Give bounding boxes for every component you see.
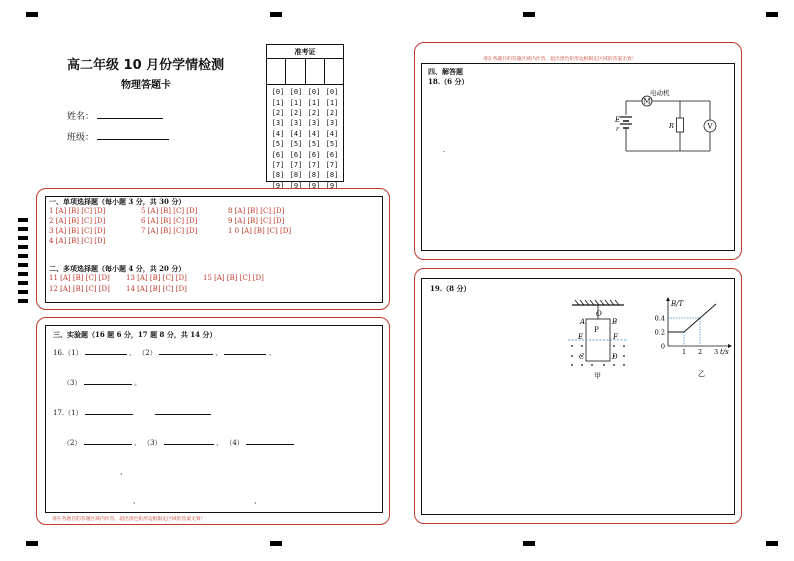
section1-item[interactable] [49, 237, 105, 245]
class-input-line[interactable] [97, 131, 169, 140]
ticket-bubble[interactable]: [2] [271, 108, 285, 117]
chart-y-label: B/T [671, 300, 684, 308]
ticket-bubble[interactable]: [9] [325, 181, 339, 190]
section2-item[interactable] [126, 285, 187, 293]
ticket-bubble[interactable]: [4] [307, 129, 321, 138]
q16-p3-label: （3） [63, 379, 82, 387]
ticket-bubble[interactable]: [3] [271, 119, 285, 128]
q17-blank-2[interactable] [155, 406, 211, 415]
option-bubbles[interactable]: [A] [B] [C] [D] [145, 217, 198, 225]
option-bubbles[interactable]: [A] [B] [C] [D] [53, 217, 106, 225]
ticket-bubble[interactable]: [0] [307, 88, 321, 97]
q16-p2-label: （2） [138, 349, 157, 357]
section1-item[interactable] [228, 207, 284, 215]
ticket-bubble[interactable]: [9] [271, 181, 285, 190]
q17-p4-label: （4） [225, 439, 244, 447]
ticket-bubble[interactable]: [9] [289, 181, 303, 190]
question-number: 14 [126, 285, 135, 293]
motor-symbol: M [643, 97, 651, 106]
resistor-label: R [669, 122, 674, 130]
option-bubbles[interactable]: [A] [B] [C] [D] [53, 207, 106, 215]
name-field[interactable] [67, 109, 163, 122]
question-number: 2 [49, 217, 54, 225]
ticket-bubble[interactable]: [8] [271, 171, 285, 180]
q19-figure-b-chart [648, 296, 738, 382]
label-A: A [580, 318, 586, 326]
ticket-bubble[interactable]: [0] [325, 88, 339, 97]
q19-label: 19.（8 分） [430, 284, 471, 293]
question-number: 11 [49, 274, 58, 282]
ticket-bubble[interactable]: [5] [271, 140, 285, 149]
section4-title: 四、解答题 [428, 67, 463, 76]
section3-title: 三、实验题（16 题 6 分，17 题 8 分，共 14 分） [53, 330, 217, 339]
page-title: 高二年级 10 月份学情检测 [67, 58, 225, 73]
ticket-bubble[interactable]: [7] [271, 160, 285, 169]
q18-dot: . [443, 146, 446, 154]
chart-x-tick-label: 3 [714, 348, 719, 356]
label-E: E [578, 333, 584, 341]
chart-series-line [668, 304, 716, 332]
question-number: 12 [49, 285, 58, 293]
chart-y-tick-label: 0.4 [654, 314, 665, 323]
q17-p3-label: （3） [143, 439, 162, 447]
section2-item[interactable] [49, 274, 110, 282]
ticket-bubble[interactable]: [4] [325, 129, 339, 138]
section2-title: 二、多项选择题（每小题 4 分，共 20 分） [49, 264, 186, 273]
q16-period: 。 [133, 379, 141, 387]
question-number: 9 [228, 217, 233, 225]
warning-right: 请在各题目的答题区域内作答，超出黑色矩形边框限定区域的答案无效！ [483, 57, 637, 62]
ticket-bubble[interactable]: [7] [307, 160, 321, 169]
chart-y-tick-label: 0.2 [654, 328, 665, 337]
q17-p2-label: （2） [63, 439, 82, 447]
label-F: F [613, 333, 618, 341]
chart-x-tick-label: 2 [698, 348, 703, 356]
corner-mark-top-right [766, 12, 778, 17]
q16-comma-2: 、 [215, 349, 223, 357]
ticket-bubble[interactable]: [6] [325, 150, 339, 159]
ticket-bubble[interactable]: [1] [271, 98, 285, 107]
section1-item[interactable] [141, 217, 197, 225]
q17-mark-2: 、 [133, 497, 140, 505]
class-field[interactable] [67, 130, 169, 143]
chart-x-tick-label: 1 [682, 348, 687, 356]
q17-blank-5[interactable] [246, 436, 294, 445]
q16-comma-3: 、 [268, 349, 276, 357]
ticket-bubble[interactable]: [6] [289, 150, 303, 159]
question-number: 8 [228, 207, 233, 215]
circuit-diagram [610, 88, 730, 158]
q16-label: 16.（1） [53, 349, 83, 357]
corner-mark-top-mid [270, 12, 282, 17]
label-O: O [596, 310, 602, 318]
label-B: B [612, 318, 618, 326]
emf-label: E [615, 116, 621, 124]
q17-mark-1: 、 [120, 468, 127, 476]
option-bubbles[interactable]: [A] [B] [C] [D] [232, 207, 285, 215]
chart-x-label: t/s [720, 348, 729, 356]
ticket-bubble[interactable]: [7] [289, 160, 303, 169]
ticket-bubble[interactable]: [4] [271, 129, 285, 138]
option-bubbles[interactable]: [A] [B] [C] [D] [57, 274, 110, 282]
section2-item[interactable] [203, 274, 264, 282]
option-bubbles[interactable]: [A] [B] [C] [D] [53, 227, 106, 235]
option-bubbles[interactable]: [A] [B] [C] [D] [211, 274, 264, 282]
question-number: 6 [141, 217, 146, 225]
ticket-bubble[interactable]: [5] [307, 140, 321, 149]
corner-mark-top-mid2 [523, 12, 535, 17]
option-bubbles[interactable]: [A] [B] [C] [D] [239, 227, 292, 235]
ticket-bubble[interactable]: [6] [271, 150, 285, 159]
corner-mark-bottom-left [26, 541, 38, 546]
option-bubbles[interactable]: [A] [B] [C] [D] [134, 274, 187, 282]
q17-comma-2: 、 [216, 439, 224, 447]
question-number: 3 [49, 227, 54, 235]
ticket-bubble[interactable]: [9] [307, 181, 321, 190]
chart-y-tick-label: 0 [660, 342, 665, 351]
option-bubbles[interactable]: [A] [B] [C] [D] [57, 285, 110, 293]
section1-item[interactable] [49, 227, 105, 235]
q16-blank-3[interactable] [224, 346, 266, 355]
option-bubbles[interactable]: [A] [B] [C] [D] [145, 227, 198, 235]
ticket-bubble[interactable]: [5] [325, 140, 339, 149]
section2-item[interactable] [49, 285, 110, 293]
ticket-bubble[interactable]: [8] [325, 171, 339, 180]
ticket-bubble[interactable]: [7] [325, 160, 339, 169]
q16-comma-1: 、 [129, 349, 137, 357]
ticket-bubble[interactable]: [1] [307, 98, 321, 107]
fig-a-caption: 甲 [594, 372, 601, 380]
ticket-bubble[interactable]: [6] [307, 150, 321, 159]
q18-label: 18.（6 分） [428, 77, 469, 86]
section1-item[interactable] [141, 207, 197, 215]
ticket-bubble[interactable]: [2] [289, 108, 303, 117]
class-label: 班级： [67, 133, 95, 143]
question-number: 13 [126, 274, 135, 282]
ticket-bubble[interactable]: [5] [289, 140, 303, 149]
ticket-grid [266, 44, 344, 190]
q19-figure-a [560, 296, 636, 382]
page-subtitle: 物理答题卡 [121, 80, 171, 91]
ticket-bubble[interactable]: [2] [307, 108, 321, 117]
internal-r-label: r [616, 126, 619, 133]
section2-item[interactable] [126, 274, 187, 282]
option-bubbles[interactable]: [A] [B] [C] [D] [134, 285, 187, 293]
q17-blank-3[interactable] [84, 436, 132, 445]
ticket-bubble[interactable]: [0] [289, 88, 303, 97]
section1-item[interactable] [228, 217, 284, 225]
label-D: D [612, 353, 618, 361]
corner-mark-top-left [26, 12, 38, 17]
q16-blank-2[interactable] [159, 346, 213, 355]
section1-item[interactable] [49, 217, 105, 225]
q17-blank-4[interactable] [164, 436, 214, 445]
fig-b-caption: 乙 [698, 370, 705, 378]
ticket-bubble[interactable]: [3] [307, 119, 321, 128]
section1-title: 一、单项选择题（每小题 3 分，共 30 分） [49, 197, 186, 206]
ticket-bubble[interactable]: [3] [325, 119, 339, 128]
warning-left: 请在各题目的答题区域内作答，超出黑色矩形边框限定区域的答案无效！ [52, 517, 206, 522]
ticket-bubble[interactable]: [1] [325, 98, 339, 107]
name-label: 姓名： [67, 112, 95, 122]
corner-mark-bottom-right [766, 541, 778, 546]
ticket-bubble[interactable]: [8] [307, 171, 321, 180]
q16-line1 [53, 346, 276, 358]
question-number: 7 [141, 227, 146, 235]
ticket-bubble[interactable]: [8] [289, 171, 303, 180]
label-P: P [594, 326, 599, 334]
corner-mark-bottom-mid [270, 541, 282, 546]
q16-line2 [63, 376, 141, 388]
question-number: 1 0 [228, 227, 240, 235]
q17-mark-3: 、 [254, 497, 261, 505]
ticket-label: 准考证 [267, 45, 343, 59]
label-C: C [579, 353, 585, 361]
ticket-bubbles[interactable] [269, 87, 341, 191]
voltmeter-symbol: V [707, 122, 713, 131]
q17-label: 17.（1） [53, 409, 83, 417]
q17-blank-1[interactable] [85, 406, 133, 415]
question-number: 4 [49, 237, 54, 245]
question-number: 5 [141, 207, 146, 215]
q17-line1 [53, 406, 211, 418]
option-bubbles[interactable]: [A] [B] [C] [D] [53, 237, 106, 245]
ticket-bubble[interactable]: [1] [289, 98, 303, 107]
q17-comma-1: 、 [133, 439, 141, 447]
option-bubbles[interactable]: [A] [B] [C] [D] [145, 207, 198, 215]
q17-line2 [63, 436, 294, 448]
section1-item[interactable] [141, 227, 197, 235]
corner-mark-bottom-mid2 [523, 541, 535, 546]
section1-item[interactable] [49, 207, 105, 215]
q16-blank-4[interactable] [84, 376, 132, 385]
motor-label: 电动机 [650, 89, 670, 97]
ticket-bubble[interactable]: [0] [271, 88, 285, 97]
section1-item[interactable] [228, 227, 291, 235]
ticket-bubble[interactable]: [3] [289, 119, 303, 128]
ticket-bubble[interactable]: [4] [289, 129, 303, 138]
ticket-bubble[interactable]: [2] [325, 108, 339, 117]
option-bubbles[interactable]: [A] [B] [C] [D] [232, 217, 285, 225]
question-number: 1 [49, 207, 54, 215]
q16-blank-1[interactable] [85, 346, 127, 355]
name-input-line[interactable] [97, 110, 163, 119]
question-number: 15 [203, 274, 212, 282]
